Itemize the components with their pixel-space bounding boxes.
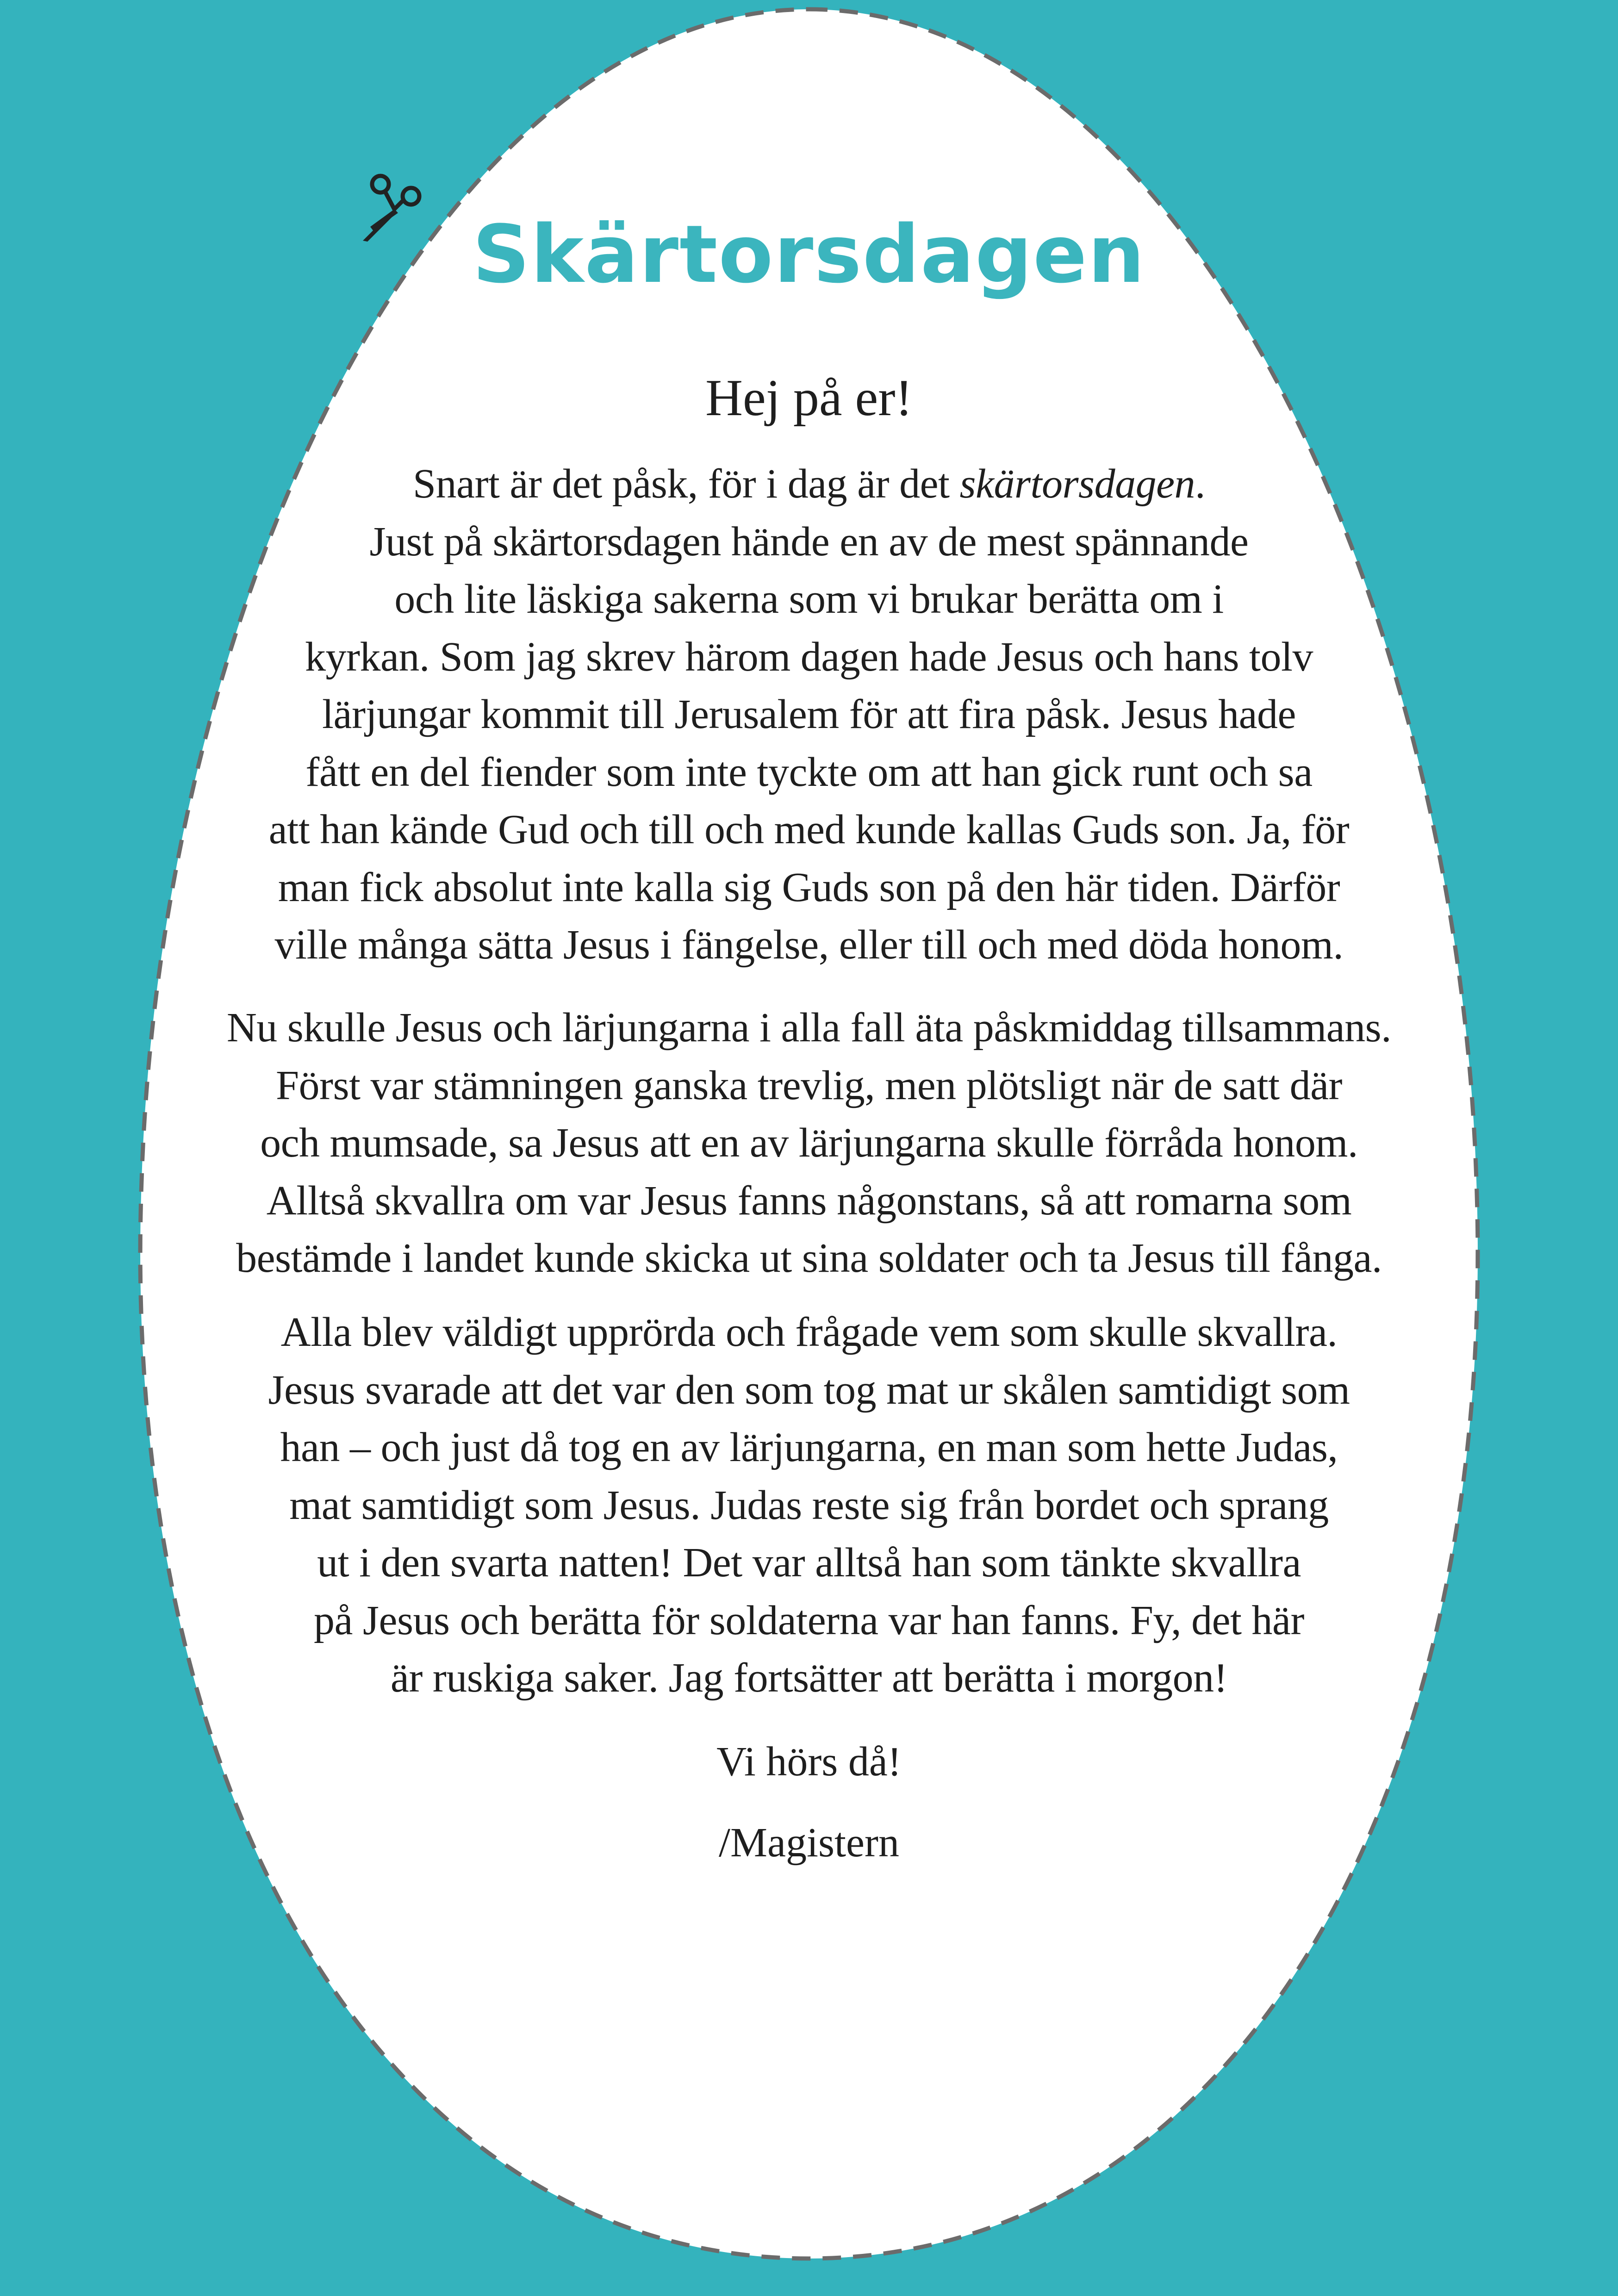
paragraph-1-line: Just på skärtorsdagen hände en av de mest spännande	[369, 518, 1249, 565]
paragraph-3-line: ut i den svarta natten! Det var alltså han som tänkte skvallra	[317, 1540, 1301, 1586]
paragraph-2-line: Alltså skvallra om var Jesus fanns någonstans, så att romarna som	[266, 1177, 1352, 1224]
page-title: Skärtorsdagen	[472, 208, 1146, 301]
letter-content	[139, 0, 1479, 2296]
paragraph-1-line: ville många sätta Jesus i fängelse, eller till och med döda honom.	[274, 922, 1344, 968]
closing-line: Vi hörs då!	[716, 1739, 902, 1785]
paragraph-1-line: och lite läskiga sakerna som vi brukar berätta om i	[394, 576, 1224, 622]
paragraph-1-line: att han kände Gud och till och med kunde kallas Guds son. Ja, för	[268, 807, 1350, 852]
paragraph-2-line: Nu skulle Jesus och lärjungarna i alla fall äta påskmiddag tillsammans.	[226, 1005, 1392, 1051]
paragraph-1-line: lärjungar kommit till Jerusalem för att fira påsk. Jesus hade	[322, 691, 1296, 737]
paragraph-3-line: han – och just då tog en av lärjungarna, en man som hette Judas,	[280, 1425, 1338, 1470]
paragraph-3-line: på Jesus och berätta för soldaterna var han fanns. Fy, det här	[314, 1597, 1304, 1643]
text-run: Snart är det påsk, för i dag är det	[412, 461, 960, 507]
paragraph-3-line: är ruskiga saker. Jag fortsätter att berätta i morgon!	[390, 1655, 1228, 1701]
paragraph-1-line: kyrkan. Som jag skrev härom dagen hade Jesus och hans tolv	[305, 634, 1313, 680]
paragraph-1	[139, 455, 1479, 974]
paragraph-2-line: bestämde i landet kunde skicka ut sina soldater och ta Jesus till fånga.	[236, 1235, 1382, 1281]
paragraph-3	[139, 1304, 1479, 1707]
text-run: .	[1195, 461, 1206, 507]
paragraph-3-line: mat samtidigt som Jesus. Judas reste sig från bordet och sprang	[289, 1482, 1329, 1528]
greeting: Hej på er!	[705, 369, 913, 427]
paragraph-2-line: och mumsade, sa Jesus att en av lärjungarna skulle förråda honom.	[260, 1120, 1358, 1166]
paragraph-2-line: Först var stämningen ganska trevlig, men plötsligt när de satt där	[275, 1062, 1342, 1108]
emphasized-word: skärtorsdagen	[959, 461, 1195, 507]
paragraph-3-line: Alla blev väldigt upprörda och frågade vem som skulle skvallra.	[280, 1309, 1338, 1355]
paragraph-1-line: man fick absolut inte kalla sig Guds son på den här tiden. Därför	[278, 864, 1340, 910]
paragraph-2	[139, 999, 1479, 1288]
paragraph-3-line: Jesus svarade att det var den som tog mat ur skålen samtidigt som	[268, 1367, 1350, 1413]
paragraph-1-line: fått en del fiender som inte tyckte om att han gick runt och sa	[305, 749, 1313, 795]
paragraph-1-line	[139, 455, 1479, 513]
signature: /Magistern	[719, 1820, 899, 1866]
